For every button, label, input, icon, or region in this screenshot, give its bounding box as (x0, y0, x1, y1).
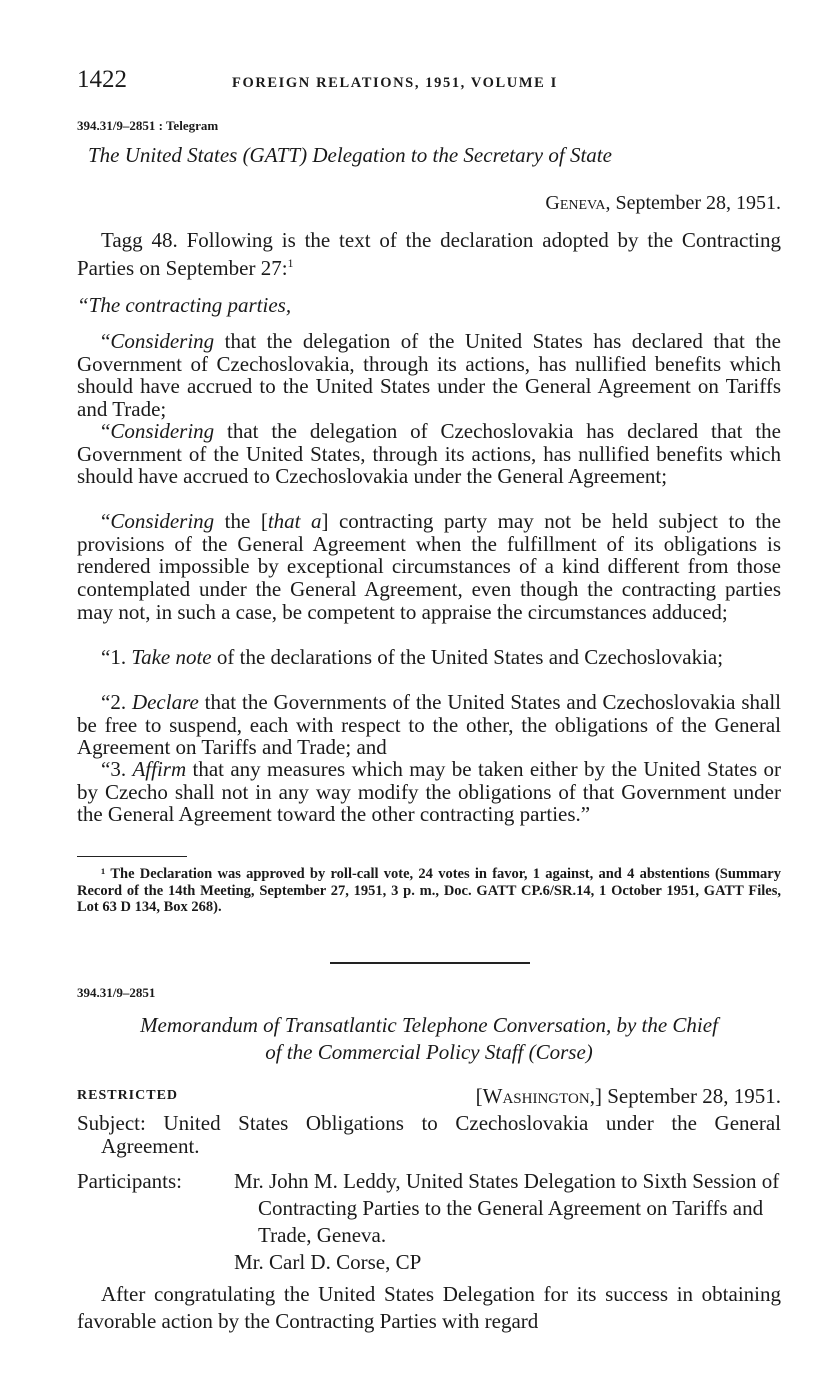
participant-2: Mr. Carl D. Corse, CP (234, 1250, 422, 1274)
para3-bracket: that a (267, 509, 322, 533)
declaration-para-2: “Considering that the delegation of Czechoslovakia has declared that the Government of the United States, through its actions, has nullified benefits which should have accrued to Czechoslovakia under the General Agreement; (77, 419, 781, 489)
item3-number: “3. (101, 757, 133, 781)
doc2-date: September 28, 1951. (607, 1084, 781, 1108)
footnote-rule (77, 856, 187, 857)
para3-emphasis: Considering (110, 509, 215, 533)
page-number: 1422 (77, 66, 127, 93)
doc2-heading (77, 1012, 781, 1066)
declaration-item-1 (77, 646, 781, 669)
item2-number: “2. (101, 690, 132, 714)
doc2-heading-line2: of the Commercial Policy Staff (Corse) (265, 1040, 593, 1064)
doc2-number: 394.31/9–2851 (77, 985, 156, 1000)
classification-label: RESTRICTED (77, 1088, 179, 1103)
memo-opening-paragraph: After congratulating the United States Delegation for its success in obtaining favorable action by the Contracting Parties with regard (77, 1282, 781, 1333)
footnote: ¹ The Declaration was approved by roll-call vote, 24 votes in favor, 1 against, and 4 abstentions (Summary Record of the 14th Meeting, September 27, 1951, 3 p. m., Doc. GATT CP.6/SR.14, 1 October 1951, GATT Files, Lot 63 D 134, Box 268). (77, 866, 781, 915)
item1-emphasis: Take note (131, 645, 212, 669)
doc1-place: Geneva, (545, 192, 611, 214)
subject-text: United States Obligations to Czechoslovakia under the General Agreement. (101, 1111, 782, 1158)
para1-text: that the delegation of the United States has declared that the Government of Czechoslovakia, through its actions, has nullified benefits which should have accrued to the United States under the General Agreement on Tariffs and Trade; (77, 329, 781, 422)
subject-label: Subject: (77, 1111, 146, 1135)
footnote-ref: 1 (287, 255, 294, 270)
item2-emphasis: Declare (131, 690, 199, 714)
item1-text: of the declarations of the United States and Czechoslovakia; (211, 645, 724, 669)
doc1-heading: The United States (GATT) Delegation to the Secretary of State (88, 143, 612, 167)
section-divider (330, 962, 530, 964)
participant-1: Mr. John M. Leddy, United States Delegation to Sixth Session of Contracting Parties to the General Agreement on Tariffs and Trade, Geneva. (234, 1169, 780, 1247)
doc1-dateline (545, 192, 781, 215)
doc1-number: 394.31/9–2851 : Telegram (77, 118, 219, 133)
para3-text-a: the [ (214, 509, 268, 533)
declaration-para-1: “Considering that the delegation of the United States has declared that the Government of Czechoslovakia, through its actions, has nullified benefits which should have accrued to the United States under the General Agreement on Tariffs and Trade; (77, 329, 781, 422)
subject-line (77, 1112, 781, 1158)
subject-block (77, 1112, 781, 1158)
doc2-heading-line1: Memorandum of Transatlantic Telephone Conversation, by the Chief (140, 1013, 718, 1037)
para3-text-b: ] contracting party may not be held subject to the provisions of the General Agreement when the fulfillment of its obligations is rendered impossible by exceptional circumstances of a kind different from those contemplated under the General Agreement, even though the contracting parties may not, in such a case, be competent to appraise the circumstances adduced; (77, 509, 781, 624)
declaration-item-2 (77, 691, 781, 759)
para1-emphasis: Considering (110, 329, 215, 353)
declaration-salutation: “The contracting parties, (77, 293, 292, 317)
doc1-intro-text: Tagg 48. Following is the text of the declaration adopted by the Contracting Parties on September 27: (77, 228, 781, 280)
para2-text: that the delegation of Czechoslovakia has declared that the Government of the United States, through its actions, has nullified benefits which should have accrued to Czechoslovakia under the General Agreement; (77, 419, 781, 489)
item3-emphasis: Affirm (132, 757, 187, 781)
declaration-para-3: “Considering the [that a] contracting party may not be held subject to the provisions of the General Agreement when the fulfillment of its obligations is rendered impossible by exceptional circumstances of a kind different from those contemplated under the General Agreement, even though the contracting parties may not, in such a case, be competent to appraise the circumstances adduced; (77, 509, 781, 624)
declaration-item-3 (77, 758, 781, 826)
doc2-place: [Washington,] (475, 1084, 602, 1108)
item2-text: that the Governments of the United States and Czechoslovakia shall be free to suspend, each with respect to the other, the obligations of the General Agreement on Tariffs and Trade; and (77, 690, 782, 760)
participants-label: Participants: (77, 1169, 182, 1193)
item3-text: that any measures which may be taken either by the United States or by Czecho shall not in any way modify the obligations of that Government under the General Agreement toward the other contracting parties.” (77, 757, 781, 827)
doc1-date: September 28, 1951. (615, 192, 781, 214)
para2-emphasis: Considering (110, 419, 215, 443)
doc1-intro (77, 229, 781, 279)
running-title: FOREIGN RELATIONS, 1951, VOLUME I (232, 75, 558, 91)
item1-number: “1. (101, 645, 132, 669)
doc2-dateline (476, 1084, 781, 1109)
